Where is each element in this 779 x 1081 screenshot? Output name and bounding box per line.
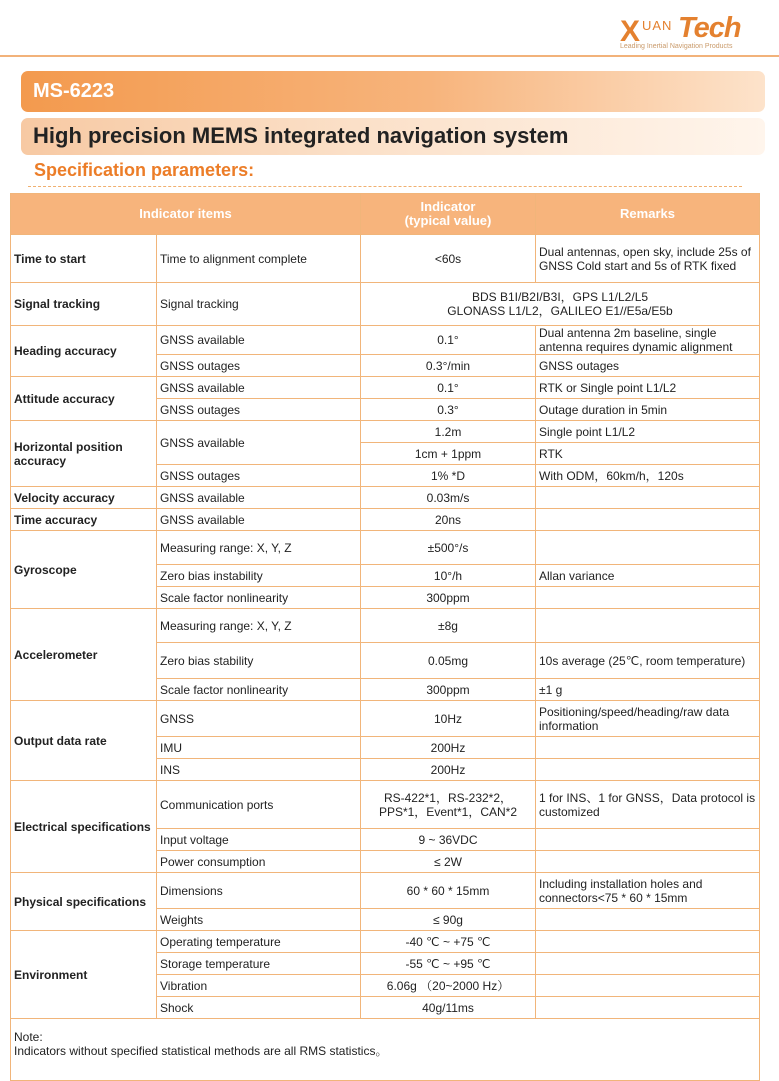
remark-cell: 1 for INS、1 for GNSS，Data protocol is customized: [536, 781, 760, 829]
remark-cell: [536, 909, 760, 931]
model-banner: [21, 71, 765, 112]
remark-cell: Positioning/speed/heading/raw data information: [536, 701, 760, 737]
value-cell: 10Hz: [361, 701, 536, 737]
logo-tagline: Leading Inertial Navigation Products: [620, 43, 733, 50]
category-cell: Environment: [11, 931, 157, 1019]
item-cell: GNSS outages: [157, 399, 361, 421]
remark-cell: [536, 953, 760, 975]
item-cell: Zero bias stability: [157, 643, 361, 679]
item-cell: Operating temperature: [157, 931, 361, 953]
remark-cell: [536, 531, 760, 565]
table-row: [11, 283, 760, 326]
remark-cell: Dual antenna 2m baseline, single antenna requires dynamic alignment: [536, 326, 760, 355]
item-cell: Signal tracking: [157, 283, 361, 326]
remark-cell: With ODM，60km/h，120s: [536, 465, 760, 487]
value-cell: ±500°/s: [361, 531, 536, 565]
remark-cell: [536, 851, 760, 873]
note-title: Note:: [14, 1030, 43, 1044]
remark-cell: GNSS outages: [536, 355, 760, 377]
table-row: [11, 531, 760, 565]
item-cell: INS: [157, 759, 361, 781]
company-logo: [620, 12, 770, 56]
item-cell: Shock: [157, 997, 361, 1019]
item-cell: Power consumption: [157, 851, 361, 873]
value-cell: ≤ 90g: [361, 909, 536, 931]
remark-cell: [536, 931, 760, 953]
value-cell: -55 ℃ ~ +95 ℃: [361, 953, 536, 975]
remark-cell: [536, 487, 760, 509]
note-row: [11, 1019, 760, 1081]
item-cell: Time to alignment complete: [157, 235, 361, 283]
table-row: [11, 326, 760, 355]
remark-cell: RTK or Single point L1/L2: [536, 377, 760, 399]
value-cell: 0.03m/s: [361, 487, 536, 509]
table-row: [11, 235, 760, 283]
value-cell: 200Hz: [361, 737, 536, 759]
value-cell: 20ns: [361, 509, 536, 531]
category-cell: Attitude accuracy: [11, 377, 157, 421]
value-cell: 1.2m: [361, 421, 536, 443]
table-row: [11, 487, 760, 509]
item-cell: GNSS outages: [157, 355, 361, 377]
header-indicator: Indicator (typical value): [361, 194, 536, 235]
item-cell: GNSS available: [157, 509, 361, 531]
header-divider: [0, 55, 779, 57]
category-cell: Velocity accuracy: [11, 487, 157, 509]
header-remarks: Remarks: [536, 194, 760, 235]
value-cell: RS-422*1，RS-232*2，PPS*1，Event*1，CAN*2: [361, 781, 536, 829]
item-cell: Measuring range: X, Y, Z: [157, 531, 361, 565]
table-row: [11, 873, 760, 909]
category-cell: Accelerometer: [11, 609, 157, 701]
remark-cell: Single point L1/L2: [536, 421, 760, 443]
product-title: High precision MEMS integrated navigation system: [33, 123, 569, 148]
table-row: [11, 931, 760, 953]
remark-cell: Dual antennas, open sky, include 25s of GNSS Cold start and 5s of RTK fixed: [536, 235, 760, 283]
item-cell: GNSS available: [157, 326, 361, 355]
item-cell: Scale factor nonlinearity: [157, 679, 361, 701]
category-cell: Time accuracy: [11, 509, 157, 531]
table-row: [11, 701, 760, 737]
remark-cell: [536, 997, 760, 1019]
value-cell: 0.1°: [361, 326, 536, 355]
item-cell: Storage temperature: [157, 953, 361, 975]
table-row: [11, 509, 760, 531]
value-cell: 300ppm: [361, 587, 536, 609]
item-cell: GNSS outages: [157, 465, 361, 487]
value-cell: 300ppm: [361, 679, 536, 701]
category-cell: Time to start: [11, 235, 157, 283]
item-cell: Zero bias instability: [157, 565, 361, 587]
remark-cell: 10s average (25℃, room temperature): [536, 643, 760, 679]
value-cell: BDS B1I/B2I/B3I，GPS L1/L2/L5 GLONASS L1/L2，GALILEO E1//E5a/E5b: [361, 283, 760, 326]
remark-cell: RTK: [536, 443, 760, 465]
value-cell: 0.3°/min: [361, 355, 536, 377]
value-cell: 0.3°: [361, 399, 536, 421]
remark-cell: [536, 587, 760, 609]
spec-table: [10, 193, 760, 1081]
value-cell: 1% *D: [361, 465, 536, 487]
item-cell: GNSS: [157, 701, 361, 737]
value-cell: 10°/h: [361, 565, 536, 587]
item-cell: IMU: [157, 737, 361, 759]
model-name: MS-6223: [33, 80, 115, 102]
category-cell: Signal tracking: [11, 283, 157, 326]
section-heading: Specification parameters:: [34, 160, 255, 180]
remark-cell: [536, 975, 760, 997]
remark-cell: Including installation holes and connectors<75 * 60 * 15mm: [536, 873, 760, 909]
category-cell: Physical specifications: [11, 873, 157, 931]
remark-cell: Allan variance: [536, 565, 760, 587]
value-cell: <60s: [361, 235, 536, 283]
section-divider: [28, 186, 742, 187]
item-cell: GNSS available: [157, 377, 361, 399]
logo-x: X: [620, 15, 639, 48]
item-cell: Scale factor nonlinearity: [157, 587, 361, 609]
table-row: [11, 377, 760, 399]
table-header-row: [11, 194, 760, 235]
value-cell: 0.1°: [361, 377, 536, 399]
value-cell: ±8g: [361, 609, 536, 643]
category-cell: Gyroscope: [11, 531, 157, 609]
note-cell: [11, 1019, 760, 1081]
category-cell: Output data rate: [11, 701, 157, 781]
category-cell: Heading accuracy: [11, 326, 157, 377]
category-cell: Horizontal position accuracy: [11, 421, 157, 487]
logo-uan: UAN: [642, 18, 673, 33]
value-cell: -40 ℃ ~ +75 ℃: [361, 931, 536, 953]
table-row: [11, 609, 760, 643]
item-cell: Communication ports: [157, 781, 361, 829]
value-cell: 0.05mg: [361, 643, 536, 679]
title-banner: [21, 118, 765, 155]
remark-cell: [536, 509, 760, 531]
item-cell: Input voltage: [157, 829, 361, 851]
remark-cell: Outage duration in 5min: [536, 399, 760, 421]
table-row: [11, 781, 760, 829]
remark-cell: [536, 759, 760, 781]
value-cell: 60 * 60 * 15mm: [361, 873, 536, 909]
value-cell: 6.06g （20~2000 Hz）: [361, 975, 536, 997]
item-cell: GNSS available: [157, 421, 361, 465]
category-cell: Electrical specifications: [11, 781, 157, 873]
logo-tech: Tech: [678, 12, 741, 44]
item-cell: GNSS available: [157, 487, 361, 509]
header-indicator-items: Indicator items: [11, 194, 361, 235]
table-row: [11, 421, 760, 443]
item-cell: Dimensions: [157, 873, 361, 909]
remark-cell: [536, 737, 760, 759]
item-cell: Weights: [157, 909, 361, 931]
value-cell: 40g/11ms: [361, 997, 536, 1019]
remark-cell: [536, 829, 760, 851]
value-cell: 9 ~ 36VDC: [361, 829, 536, 851]
value-cell: 1cm + 1ppm: [361, 443, 536, 465]
item-cell: Vibration: [157, 975, 361, 997]
remark-cell: [536, 609, 760, 643]
item-cell: Measuring range: X, Y, Z: [157, 609, 361, 643]
value-cell: 200Hz: [361, 759, 536, 781]
value-cell: ≤ 2W: [361, 851, 536, 873]
remark-cell: ±1 g: [536, 679, 760, 701]
note-text: Indicators without specified statistical methods are all RMS statistics。: [14, 1044, 388, 1058]
